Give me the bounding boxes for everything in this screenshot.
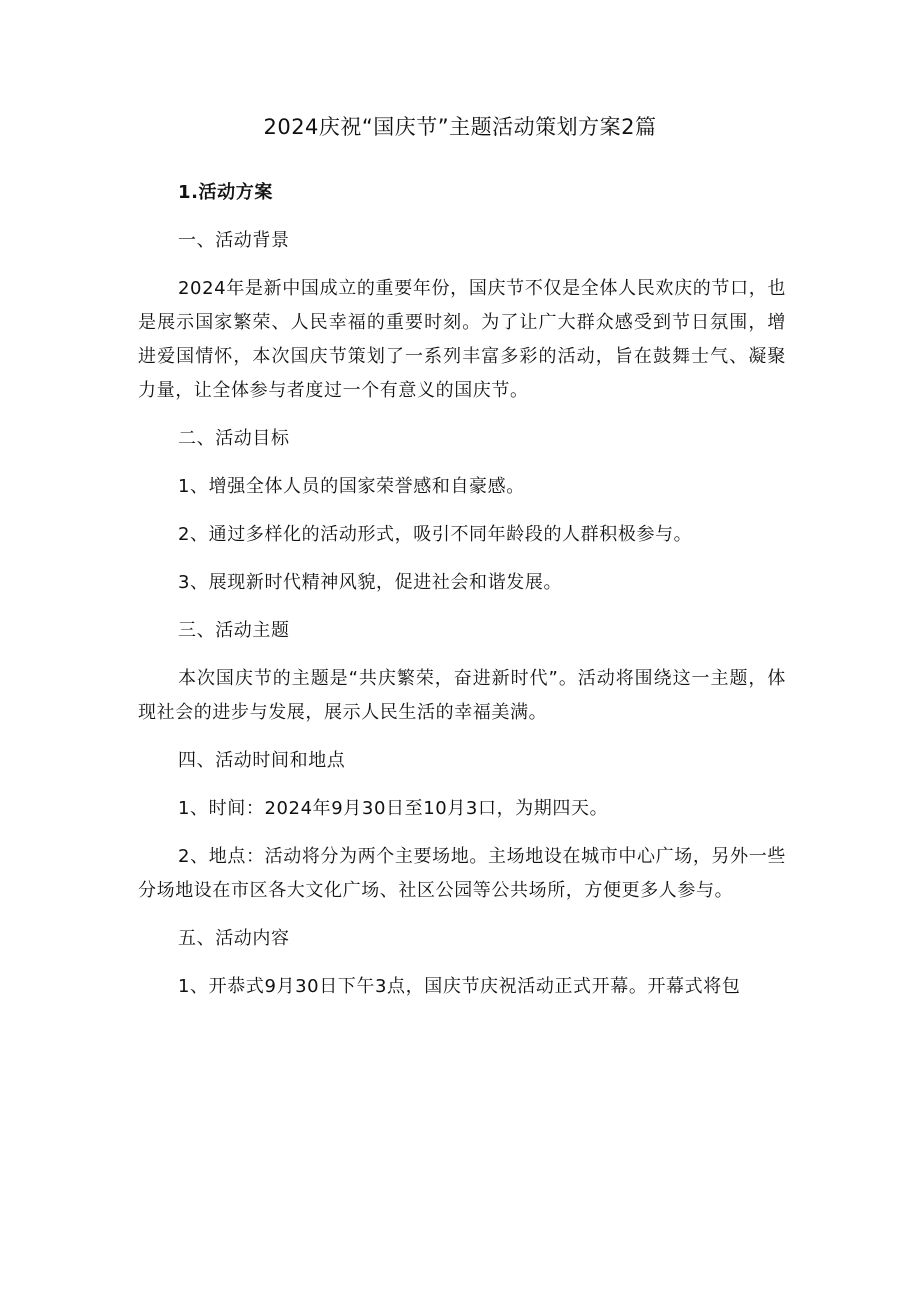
document-body xyxy=(138,176,786,1018)
goal-item-2: 2、通过多样化的活动形式，吸引不同年龄段的人群积极参与。 xyxy=(178,524,693,545)
time-item: 1、时间：2024年9月30日至10月3口，为期四天。 xyxy=(178,798,609,819)
paragraph-theme: 本次国庆节的主题是“共庆繁荣，奋进新时代”。活动将围绕这一主题，体现社会的进步与发展，展示人民生活的幸福美满。 xyxy=(138,668,786,723)
goal-item-1: 1、增强全体人员的国家荣誉感和自豪感。 xyxy=(178,476,525,497)
document-title: 2024庆祝“国庆节”主题活动策划方案2篇 xyxy=(263,115,657,139)
heading-goals: 二、活动目标 xyxy=(178,428,290,449)
heading-background: 一、活动背景 xyxy=(178,230,290,251)
heading-time-location: 四、活动时间和地点 xyxy=(178,750,346,771)
content-item-1: 1、开恭式9月30日下午3点，国庆节庆祝活动正式开幕。开幕式将包 xyxy=(178,976,741,997)
goal-item-3: 3、展现新时代精神风貌，促进社会和谐发展。 xyxy=(178,572,563,593)
paragraph-background: 2024年是新中国成立的重要年份，国庆节不仅是全体人民欢庆的节口，也是展示国家繁荣、人民幸福的重要时刻。为了让广大群众感受到节日氛围，增进爱国情怀，本次国庆节策划了一系列丰富多彩的活动，旨在鼓舞士气、凝聚力量，让全体参与者度过一个有意义的国庆节。 xyxy=(138,278,786,401)
heading-content: 五、活动内容 xyxy=(178,928,290,949)
location-item: 2、地点：活动将分为两个主要场地。主场地设在城市中心广场，另外一些分场地设在市区各大文化广场、社区公园等公共场所，方便更多人参与。 xyxy=(138,846,786,901)
heading-theme: 三、活动主题 xyxy=(178,620,290,641)
section-heading-activity-plan: 1.活动方案 xyxy=(178,182,273,203)
